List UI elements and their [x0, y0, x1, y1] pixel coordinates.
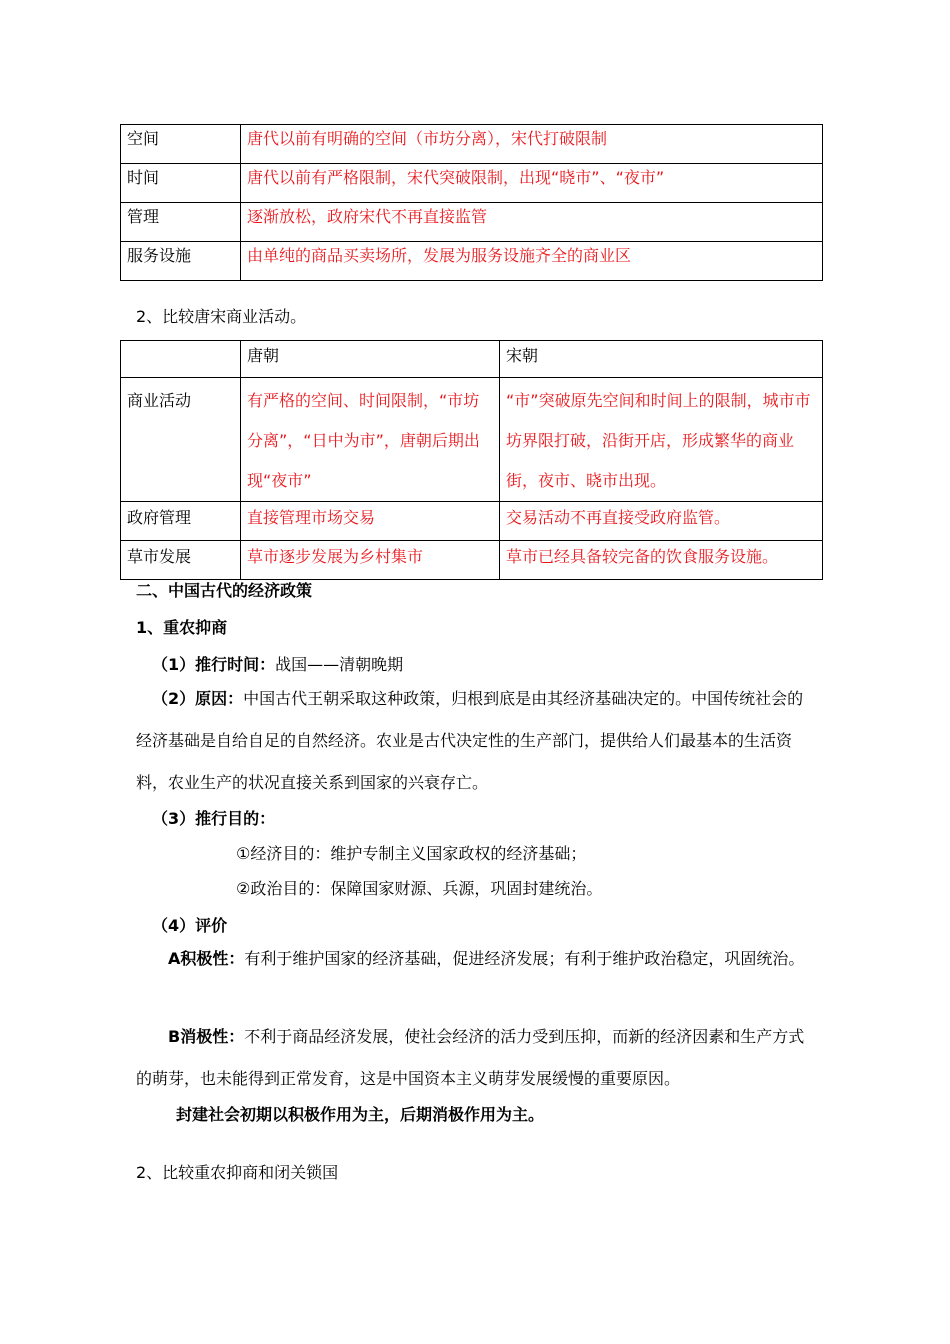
row-label: 草市发展	[121, 541, 241, 580]
question-2-title: 2、比较唐宋商业活动。	[136, 307, 307, 326]
item-1-text: 战国——清朝晚期	[275, 655, 404, 674]
table-row	[121, 125, 823, 164]
table-row	[121, 378, 823, 502]
item-1	[152, 654, 403, 676]
section-title: 二、中国古代的经济政策	[136, 581, 313, 600]
row-content: 由单纯的商品买卖场所，发展为服务设施齐全的商业区	[241, 242, 823, 281]
row-content: 逐渐放松，政府宋代不再直接监管	[241, 203, 823, 242]
negative-text: 不利于商品经济发展，使社会经济的活力受到压抑，而新的经济因素和生产方式的萌芽，也未能得到正常发育，这是中国资本主义萌芽发展缓慢的重要原因。	[136, 1027, 805, 1088]
row-label: 管理	[121, 203, 241, 242]
tang-cell: 直接管理市场交易	[241, 502, 500, 541]
item-3-label: （3）推行目的：	[152, 809, 276, 828]
tang-song-comparison-table	[120, 340, 823, 580]
row-content: 唐代以前有明确的空间（市坊分离），宋代打破限制	[241, 125, 823, 164]
header-song: 宋朝	[500, 341, 823, 378]
table-row	[121, 502, 823, 541]
item-4-label: （4）评价	[152, 916, 228, 935]
positive-text: 有利于维护国家的经济基础，促进经济发展；有利于维护政治稳定，巩固统治。	[244, 949, 805, 968]
tang-cell: 有严格的空间、时间限制，“市坊分离”，“日中为市”，唐朝后期出现“夜市”	[241, 378, 500, 502]
header-tang: 唐朝	[241, 341, 500, 378]
song-cell: “市”突破原先空间和时间上的限制，城市市坊界限打破，沿街开店，形成繁华的商业街，夜市、晓市出现。	[500, 378, 823, 502]
positive-evaluation	[136, 938, 816, 980]
item-2-text: 中国古代王朝采取这种政策，归根到底是由其经济基础决定的。中国传统社会的经济基础是自给自足的自然经济。农业是古代决定性的生产部门，提供给人们最基本的生活资料，农业生产的状况直接关系到国家的兴衰存亡。	[136, 689, 804, 792]
question-2b-title: 2、比较重农抑商和闭关锁国	[136, 1163, 339, 1182]
song-cell: 草市已经具备较完备的饮食服务设施。	[500, 541, 823, 580]
city-market-table	[120, 124, 823, 281]
conclusion: 封建社会初期以积极作用为主，后期消极作用为主。	[176, 1105, 545, 1124]
table-row	[121, 164, 823, 203]
table-header-row	[121, 341, 823, 378]
item-2-label: （2）原因：	[152, 689, 244, 708]
row-label: 服务设施	[121, 242, 241, 281]
positive-label: A积极性：	[168, 949, 245, 968]
row-content: 唐代以前有严格限制，宋代突破限制，出现“晓市”、“夜市”	[241, 164, 823, 203]
row-label: 政府管理	[121, 502, 241, 541]
item-2	[136, 678, 816, 804]
negative-evaluation	[136, 1016, 816, 1100]
row-label: 空间	[121, 125, 241, 164]
table-row	[121, 203, 823, 242]
subsection-title: 1、重农抑商	[136, 618, 228, 637]
header-empty	[121, 341, 241, 378]
song-cell: 交易活动不再直接受政府监管。	[500, 502, 823, 541]
item-3-political: ②政治目的：保障国家财源、兵源，巩固封建统治。	[236, 879, 603, 898]
row-label: 时间	[121, 164, 241, 203]
table-row	[121, 541, 823, 580]
item-1-label: （1）推行时间：	[152, 655, 276, 674]
tang-cell: 草市逐步发展为乡村集市	[241, 541, 500, 580]
item-3-economic: ①经济目的：维护专制主义国家政权的经济基础；	[236, 844, 587, 863]
negative-label: B消极性：	[168, 1027, 245, 1046]
table-row	[121, 242, 823, 281]
row-label: 商业活动	[121, 378, 241, 502]
